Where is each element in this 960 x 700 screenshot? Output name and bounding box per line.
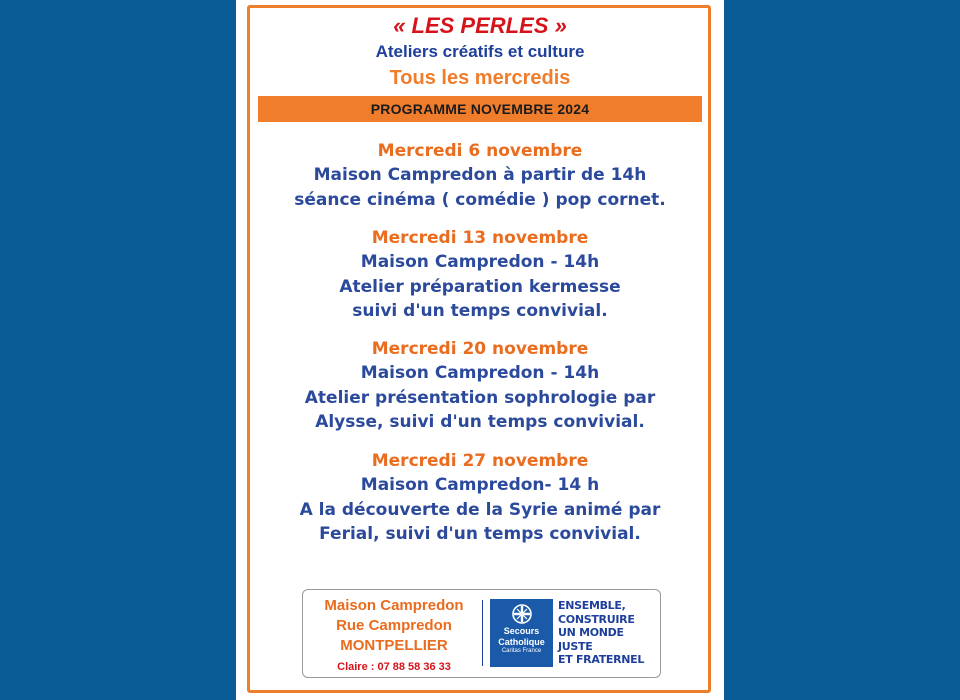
logo-name-line: Secours bbox=[503, 626, 540, 636]
event-block bbox=[236, 226, 724, 324]
event-date: Mercredi 6 novembre bbox=[377, 141, 583, 161]
event-line: suivi d'un temps convivial. bbox=[352, 301, 608, 321]
logo-network: Caritas France bbox=[501, 648, 542, 654]
footer-divider bbox=[482, 600, 483, 666]
event-line: Atelier préparation kermesse bbox=[339, 276, 621, 297]
slogan-line: ENSEMBLE, bbox=[558, 599, 626, 612]
event-date: Mercredi 27 novembre bbox=[371, 451, 589, 471]
event-line: A la découverte de la Syrie animé par bbox=[299, 499, 661, 520]
event-date: Mercredi 20 novembre bbox=[371, 339, 589, 359]
event-line: Alysse, suivi d'un temps convivial. bbox=[315, 412, 645, 432]
flyer bbox=[236, 0, 724, 700]
event-line: Atelier présentation sophrologie par bbox=[304, 387, 656, 408]
flyer-subtitle: Ateliers créatifs et culture bbox=[375, 42, 585, 61]
slogan-line: UN MONDE JUSTE bbox=[558, 626, 624, 653]
schedule-text: Tous les mercredis bbox=[389, 67, 571, 89]
event-line: Maison Campredon à partir de 14h bbox=[313, 165, 647, 185]
event-line: séance cinéma ( comédie ) pop cornet. bbox=[294, 189, 666, 210]
event-line: Ferial, suivi d'un temps convivial. bbox=[319, 524, 641, 544]
event-line: Maison Campredon - 14h bbox=[360, 252, 600, 272]
event-block bbox=[236, 337, 724, 435]
slogan-line: ET FRATERNEL bbox=[558, 653, 645, 666]
secours-catholique-logo bbox=[490, 599, 553, 667]
event-block bbox=[236, 139, 724, 212]
slogan-line: CONSTRUIRE bbox=[558, 612, 635, 626]
flyer-title: « LES PERLES » bbox=[393, 13, 567, 38]
cross-emblem-icon bbox=[509, 603, 535, 625]
address-block bbox=[303, 596, 485, 677]
event-block bbox=[236, 449, 724, 547]
contact-phone: Claire : 07 88 58 36 33 bbox=[337, 661, 451, 673]
program-banner: PROGRAMME NOVEMBRE 2024 bbox=[258, 96, 702, 122]
address-line: Maison Campredon bbox=[324, 597, 464, 614]
event-date: Mercredi 13 novembre bbox=[371, 228, 589, 248]
address-line: Rue Campredon bbox=[336, 617, 452, 634]
event-line: Maison Campredon- 14 h bbox=[360, 475, 600, 495]
footer-box bbox=[302, 589, 661, 678]
event-line: Maison Campredon - 14h bbox=[360, 363, 600, 383]
address-city: MONTPELLIER bbox=[340, 637, 448, 654]
logo-name-line: Catholique bbox=[498, 637, 545, 647]
slogan bbox=[558, 599, 658, 667]
